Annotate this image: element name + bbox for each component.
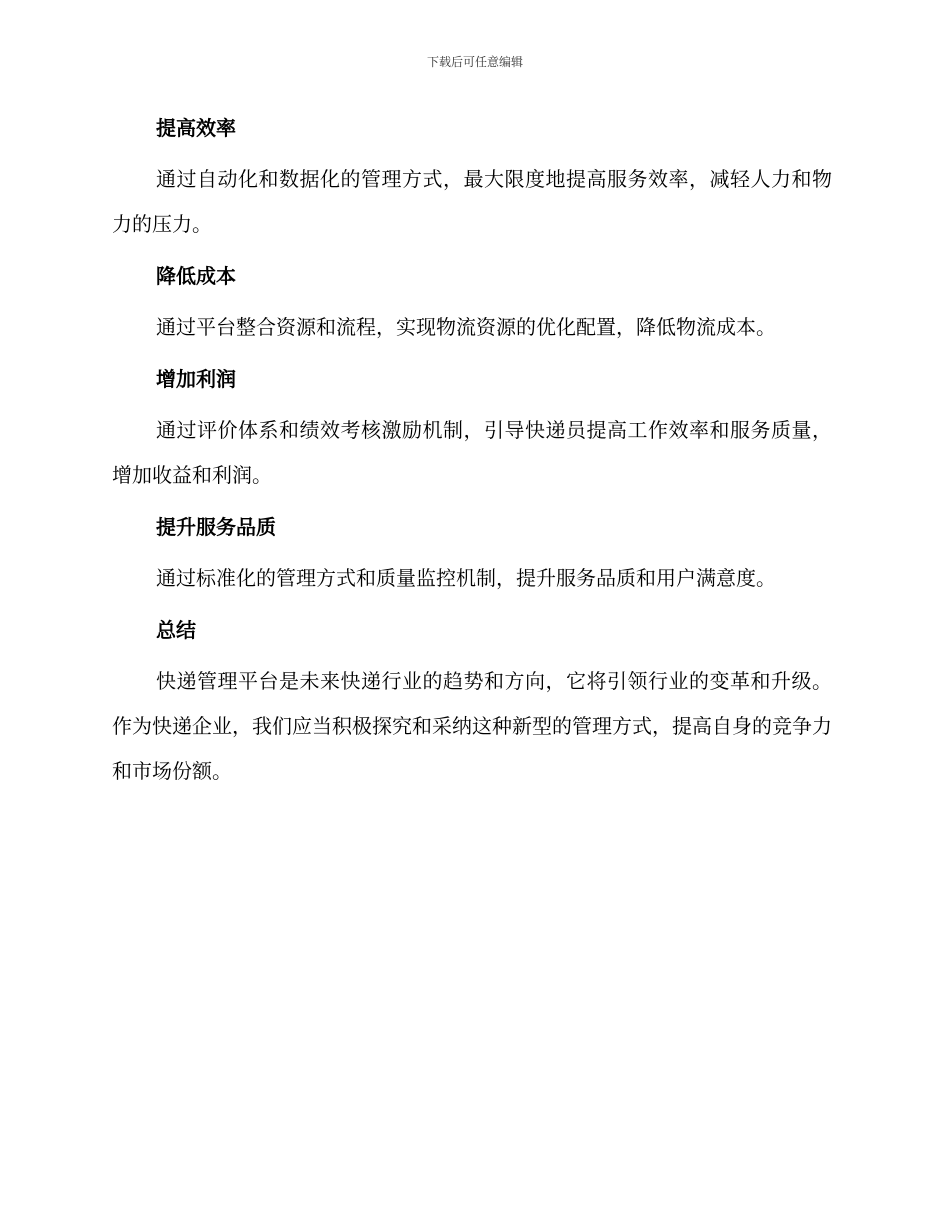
section-heading: 降低成本 (156, 264, 236, 288)
section-paragraph: 通过评价体系和绩效考核激励机制，引导快递员提高工作效率和服务质量，增加收益和利润。 (112, 418, 832, 487)
section-heading: 提升服务品质 (156, 515, 276, 539)
section-paragraph: 通过自动化和数据化的管理方式，最大限度地提高服务效率，减轻人力和物力的压力。 (112, 167, 832, 236)
document-body (112, 112, 832, 794)
section-heading: 提高效率 (156, 116, 236, 140)
section-paragraph: 快递管理平台是未来快递行业的趋势和方向，它将引领行业的变革和升级。作为快递企业，我们应当积极探究和采纳这种新型的管理方式，提高自身的竞争力和市场份额。 (112, 669, 832, 783)
section-paragraph: 通过平台整合资源和流程，实现物流资源的优化配置，降低物流成本。 (156, 315, 776, 339)
section-paragraph: 通过标准化的管理方式和质量监控机制，提升服务品质和用户满意度。 (156, 566, 776, 590)
page-header: 下载后可任意编辑 (426, 55, 523, 69)
section-heading: 增加利润 (156, 367, 236, 391)
section-heading: 总结 (156, 618, 196, 642)
